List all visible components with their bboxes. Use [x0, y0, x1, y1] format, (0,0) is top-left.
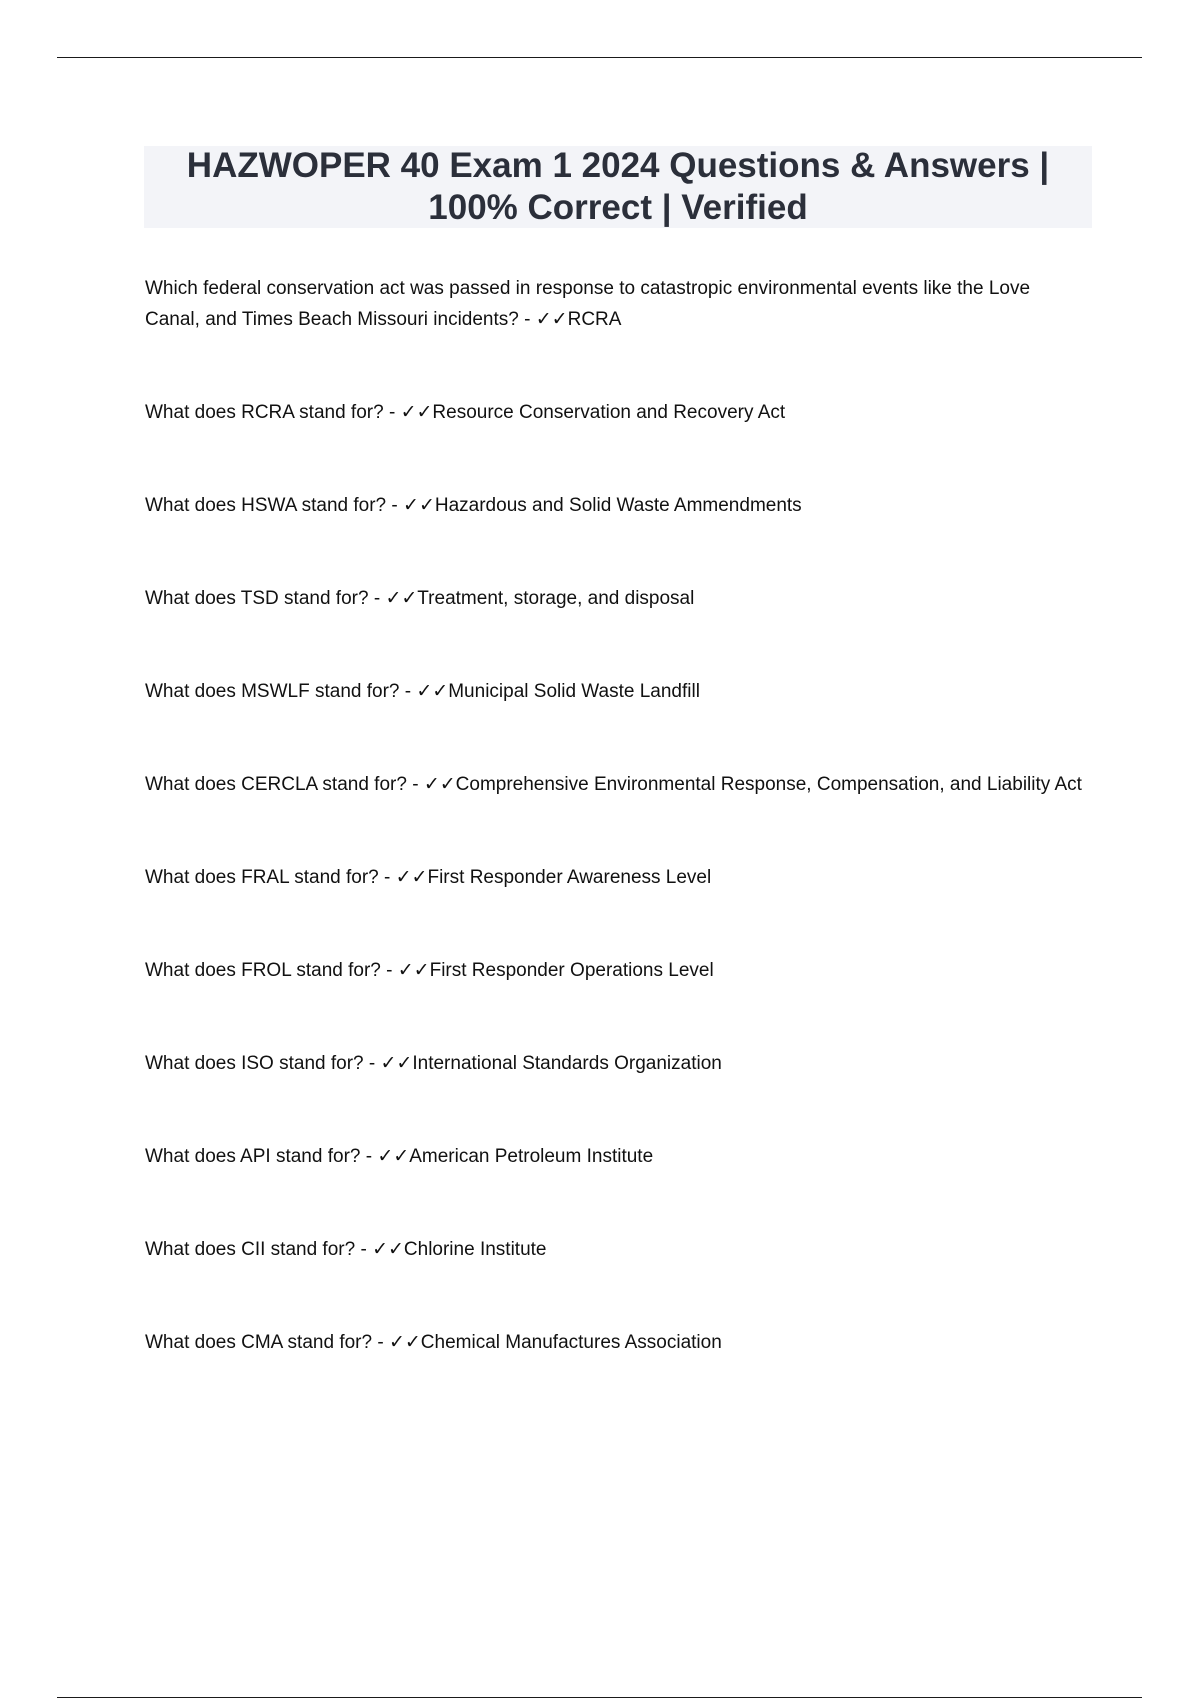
qa-item-4: [145, 583, 1090, 614]
check-icon: ✓✓: [377, 1146, 410, 1167]
question-text: What does MSWLF stand for?: [145, 681, 400, 702]
check-icon: ✓✓: [400, 402, 433, 423]
check-icon: ✓✓: [395, 867, 428, 888]
check-icon: ✓✓: [403, 495, 435, 516]
check-icon: ✓✓: [385, 588, 418, 609]
qa-item-8: [145, 955, 1090, 986]
qa-item-2: [145, 397, 1090, 428]
check-icon: ✓✓: [423, 774, 456, 795]
separator: -: [406, 774, 424, 795]
separator: -: [386, 495, 404, 516]
separator: -: [363, 1053, 381, 1074]
qa-item-9: [145, 1048, 1090, 1079]
answer-text: Chlorine Institute: [403, 1239, 547, 1260]
separator: -: [383, 402, 401, 423]
separator: -: [372, 1332, 389, 1353]
check-icon: ✓✓: [397, 960, 430, 981]
separator: -: [399, 681, 417, 702]
separator: -: [378, 867, 396, 888]
separator: -: [380, 960, 398, 981]
qa-item-10: [145, 1141, 1090, 1172]
separator: -: [360, 1146, 378, 1167]
question-text: What does FRAL stand for?: [145, 867, 379, 888]
qa-item-1: [145, 273, 1090, 335]
separator: -: [518, 309, 536, 330]
answer-text: Resource Conservation and Recovery Act: [432, 402, 786, 423]
question-text: Which federal conservation act was passed in response to catastropic environmental events like the Love Canal, and Times Beach Missouri incidents?: [145, 278, 1031, 330]
check-icon: ✓✓: [380, 1053, 413, 1074]
answer-text: Municipal Solid Waste Landfill: [448, 681, 700, 702]
top-rule: [57, 57, 1142, 58]
question-text: What does HSWA stand for?: [145, 495, 387, 516]
answer-text: Treatment, storage, and disposal: [417, 588, 695, 609]
question-text: What does CII stand for?: [145, 1239, 356, 1260]
answer-text: First Responder Operations Level: [429, 960, 714, 981]
question-text: What does ISO stand for?: [145, 1053, 364, 1074]
answer-text: Hazardous and Solid Waste Ammendments: [434, 495, 802, 516]
question-text: What does RCRA stand for?: [145, 402, 384, 423]
check-icon: ✓✓: [535, 309, 568, 330]
answer-text: Chemical Manufactures Association: [420, 1332, 722, 1353]
qa-item-5: [145, 676, 1090, 707]
check-icon: ✓✓: [372, 1239, 404, 1260]
qa-item-3: [145, 490, 1090, 521]
title-banner: [144, 146, 1092, 228]
check-icon: ✓✓: [416, 681, 449, 702]
document-title: HAZWOPER 40 Exam 1 2024 Questions & Answers | 100% Correct | Verified: [186, 146, 1050, 227]
qa-item-6: [145, 769, 1090, 800]
check-icon: ✓✓: [388, 1332, 421, 1353]
separator: -: [355, 1239, 373, 1260]
answer-text: International Standards Organization: [412, 1053, 722, 1074]
answer-text: Comprehensive Environmental Response, Compensation, and Liability Act: [455, 774, 1082, 795]
answer-text: RCRA: [567, 309, 622, 330]
question-text: What does TSD stand for?: [145, 588, 369, 609]
qa-item-12: [145, 1327, 1090, 1358]
bottom-rule: [57, 1697, 1142, 1698]
question-text: What does FROL stand for?: [145, 960, 381, 981]
qa-item-7: [145, 862, 1090, 893]
question-text: What does CMA stand for?: [145, 1332, 373, 1353]
qa-item-11: [145, 1234, 1090, 1265]
question-text: What does CERCLA stand for?: [145, 774, 407, 795]
question-text: What does API stand for?: [145, 1146, 361, 1167]
answer-text: First Responder Awareness Level: [427, 867, 712, 888]
qa-list: [145, 273, 1090, 1358]
separator: -: [368, 588, 386, 609]
answer-text: American Petroleum Institute: [409, 1146, 654, 1167]
